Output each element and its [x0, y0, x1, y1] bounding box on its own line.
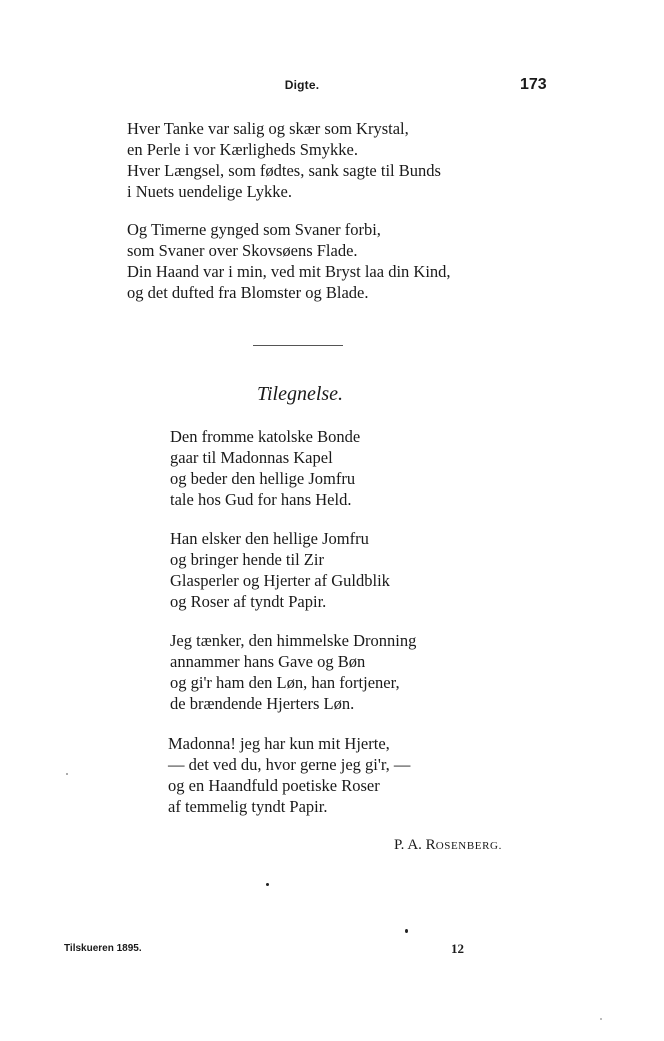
poem1-stanza-2 — [127, 219, 451, 303]
journal-footer: Tilskueren 1895. — [64, 943, 142, 954]
running-title: Digte. — [284, 78, 320, 92]
verse-line: — det ved du, hvor gerne jeg gi'r, — — [168, 755, 411, 774]
print-speck — [405, 929, 408, 933]
verse-line: og det dufted fra Blomster og Blade. — [127, 283, 369, 302]
print-speck — [266, 883, 269, 886]
verse-line: i Nuets uendelige Lykke. — [127, 182, 292, 201]
poem2-stanza-2 — [170, 528, 390, 612]
verse-line: Jeg tænker, den himmelske Dronning — [170, 631, 417, 650]
verse-line: af temmelig tyndt Papir. — [168, 797, 328, 816]
verse-line: og en Haandfuld poetiske Roser — [168, 776, 380, 795]
verse-line: de brændende Hjerters Løn. — [170, 694, 355, 713]
verse-line: en Perle i vor Kærligheds Smykke. — [127, 140, 358, 159]
verse-line: Glasperler og Hjerter af Guldblik — [170, 571, 390, 590]
poem2-stanza-4 — [168, 733, 410, 817]
verse-line: og beder den hellige Jomfru — [170, 469, 356, 488]
verse-line: gaar til Madonnas Kapel — [170, 448, 333, 467]
verse-line: annammer hans Gave og Bøn — [170, 652, 366, 671]
verse-line: Hver Længsel, som fødtes, sank sagte til Bunds — [127, 161, 441, 180]
author-initials: P. A. R — [394, 837, 436, 853]
author-surname: OSENBERG. — [435, 840, 502, 852]
signature-mark: 12 — [451, 941, 464, 956]
verse-line: og bringer hende til Zir — [170, 550, 324, 569]
verse-line: som Svaner over Skovsøens Flade. — [127, 241, 358, 260]
verse-line: Den fromme katolske Bonde — [170, 427, 361, 446]
verse-line: Madonna! jeg har kun mit Hjerte, — [168, 734, 390, 753]
page-number: 173 — [520, 76, 547, 93]
poem2-stanza-1 — [170, 426, 360, 510]
verse-line: tale hos Gud for hans Held. — [170, 490, 352, 509]
verse-line: Og Timerne gynged som Svaner forbi, — [127, 220, 381, 239]
print-speck — [66, 773, 68, 775]
print-speck — [600, 1018, 602, 1020]
poem2-stanza-3 — [170, 630, 416, 714]
verse-line: Hver Tanke var salig og skær som Krystal, — [127, 119, 409, 138]
poem1-stanza-1 — [127, 118, 441, 202]
verse-line: Han elsker den hellige Jomfru — [170, 529, 369, 548]
section-divider — [253, 345, 343, 346]
poem-title: Tilegnelse. — [256, 383, 344, 405]
author-signature — [394, 837, 502, 854]
verse-line: og Roser af tyndt Papir. — [170, 592, 327, 611]
verse-line: Din Haand var i min, ved mit Bryst laa din Kind, — [127, 262, 451, 281]
verse-line: og gi'r ham den Løn, han fortjener, — [170, 673, 400, 692]
